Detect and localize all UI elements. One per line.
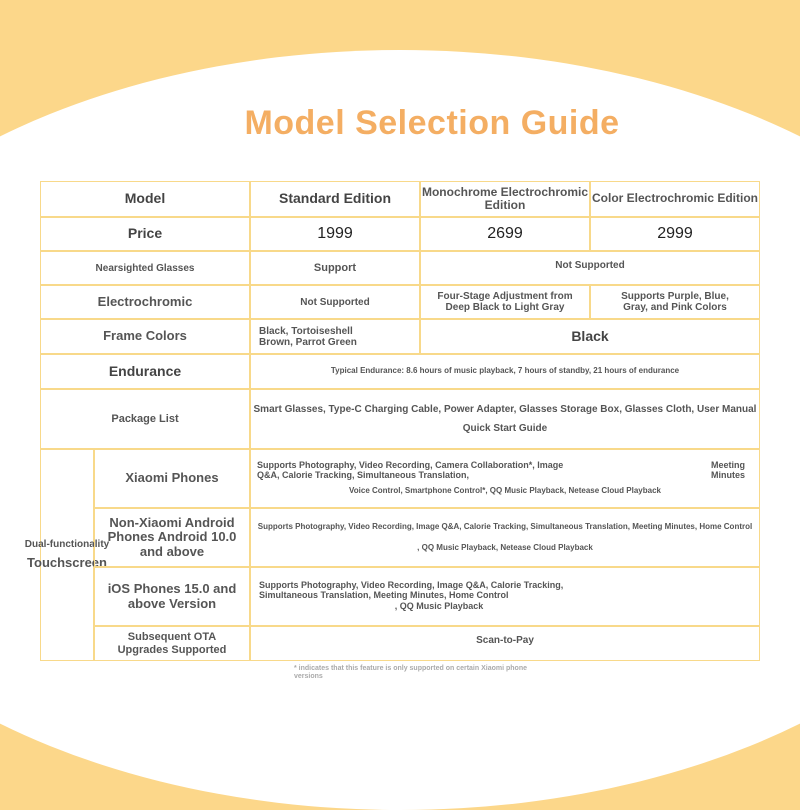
android-line1: Supports Photography, Video Recording, Image Q&A, Calorie Tracking, Simultaneous Translation, Meeting Minutes, Home Control <box>257 521 753 531</box>
xiaomi-extra: Meeting Minutes <box>710 460 745 481</box>
ota-upgrades-value: Scan-to-Pay <box>250 626 760 661</box>
price-label: Price <box>40 217 250 251</box>
header-monochrome-edition: Monochrome Electrochromic Edition <box>420 181 590 217</box>
ios-line1: Supports Photography, Video Recording, Image Q&A, Calorie Tracking, Simultaneous Translation, Meeting Minutes, Home Control <box>259 579 564 600</box>
nearsighted-others: Not Supported <box>420 251 760 285</box>
xiaomi-line2: Voice Control, Smartphone Control*, QQ Music Playback, Netease Cloud Playback <box>349 485 661 495</box>
ios-line2: , QQ Music Playback <box>394 601 484 612</box>
xiaomi-phones-value <box>250 449 760 508</box>
package-list-line1: Smart Glasses, Type-C Charging Cable, Power Adapter, Glasses Storage Box, Glasses Cloth, User Manual <box>253 404 757 415</box>
xiaomi-line1: Supports Photography, Video Recording, Camera Collaboration*, Image Q&A, Calorie Tracking, Simultaneous Translation, <box>257 460 564 481</box>
touchscreen-group-label <box>24 449 110 661</box>
header-model: Model <box>40 181 250 217</box>
price-monochrome: 2699 <box>420 217 590 251</box>
price-color: 2999 <box>590 217 760 251</box>
endurance-label: Endurance <box>40 354 250 389</box>
electrochromic-color: Supports Purple, Blue, Gray, and Pink Colors <box>590 285 760 319</box>
touchscreen-label-bottom: Touchscreen <box>27 555 107 571</box>
xiaomi-phones-label: Xiaomi Phones <box>94 449 250 508</box>
nearsighted-label: Nearsighted Glasses <box>40 251 250 285</box>
electrochromic-standard: Not Supported <box>250 285 420 319</box>
frame-colors-standard: Black, Tortoiseshell Brown, Parrot Green <box>250 319 420 354</box>
page-title: Model Selection Guide <box>244 104 620 142</box>
package-list-label: Package List <box>40 389 250 449</box>
frame-colors-label: Frame Colors <box>40 319 250 354</box>
package-list-line2: Quick Start Guide <box>462 423 548 434</box>
ios-phones-label: iOS Phones 15.0 and above Version <box>94 567 250 626</box>
nearsighted-standard: Support <box>250 251 420 285</box>
android-phones-value <box>250 508 760 567</box>
package-list-value <box>250 389 760 449</box>
ota-upgrades-label: Subsequent OTA Upgrades Supported <box>94 626 250 661</box>
footnote: * indicates that this feature is only supported on certain Xiaomi phone versions <box>294 665 527 681</box>
frame-colors-others: Black <box>420 319 760 354</box>
android-phones-label: Non-Xiaomi Android Phones Android 10.0 and above <box>94 508 250 567</box>
ios-phones-value <box>250 567 760 626</box>
electrochromic-monochrome: Four-Stage Adjustment from Deep Black to Light Gray <box>420 285 590 319</box>
endurance-value: Typical Endurance: 8.6 hours of music playback, 7 hours of standby, 21 hours of endurance <box>250 354 760 389</box>
touchscreen-label-top: Dual-functionality <box>24 539 110 551</box>
header-color-edition: Color Electrochromic Edition <box>590 181 760 217</box>
android-line2: , QQ Music Playback, Netease Cloud Playback <box>417 542 593 552</box>
header-standard-edition: Standard Edition <box>250 181 420 217</box>
electrochromic-label: Electrochromic <box>40 285 250 319</box>
price-standard: 1999 <box>250 217 420 251</box>
